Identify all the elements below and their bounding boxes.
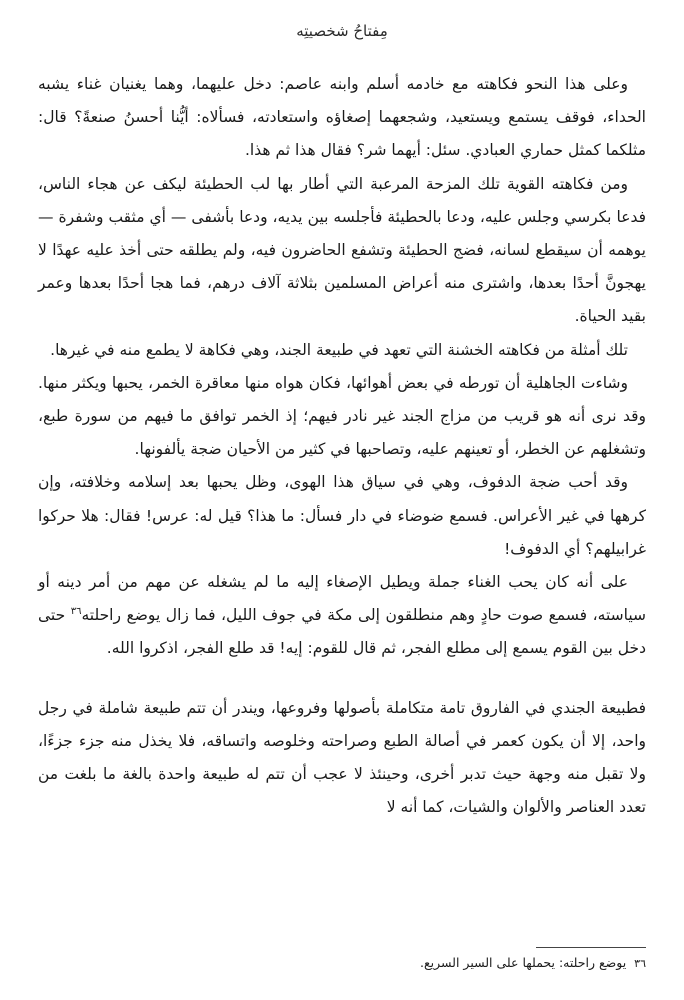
body-text bbox=[38, 68, 646, 824]
paragraph-with-footnote bbox=[38, 566, 646, 666]
footnote-reference[interactable]: ٣٦ bbox=[70, 606, 82, 618]
page-title: مِفتاحُ شخصيتِه bbox=[296, 22, 388, 40]
footnote-text: يوضع راحلته: يحملها على السير السريع. bbox=[420, 955, 627, 970]
paragraph: فطبيعة الجندي في الفاروق تامة متكاملة بأصولها وفروعها، ويندر أن تتم طبيعة شاملة في رجل واحد، إلا أن يكون كعمر في أصالة الطبع وصراحته وخلوصه واتساقه، فلا يخذل منه جزء جزءًا، ولا تقبل منه وجهة حيث تدبر أخرى، وحينئذ لا عجب أن تتم له طبيعة واحدة بالغة ما بلغت من تعدد العناصر والألوان والشيات، كما أنه لا bbox=[38, 698, 646, 817]
paragraph: وعلى هذا النحو فكاهته مع خادمه أسلم وابنه عاصم: دخل عليهما، وهما يغنيان غناء يشبه الحداء، فوقف يستمع ويستعيد، وشجعهما إصغاؤه واستعادته، فسألاه: أيُّنا أحسنُ صنعةً؟ قال: مثلكما كمثل حماري العبادي. سئل: أيهما شر؟ فقال هذا ثم هذا. bbox=[38, 75, 646, 160]
paragraph: وقد أحب ضجة الدفوف، وهي في سياق هذا الهوى، وظل يحبها بعد إسلامه وخلافته، وإن كرهها في غير الأعراس. فسمع ضوضاء في دار فسأل: ما هذا؟ قيل له: عرس! فقال: هلا حركوا غرابيلهم؟ أي الدفوف! bbox=[38, 473, 646, 558]
footnote bbox=[38, 953, 646, 974]
paragraph-text-after-ref: حتى دخل بين القوم يسمع إلى مطلع الفجر، ثم قال للقوم: إيه! قد طلع الفجر، اذكروا الله. bbox=[38, 606, 646, 658]
paragraph-text-before-ref: على أنه كان يحب الغناء جملة ويطيل الإصغاء إليه ما لم يشغله عن مهم من أمر دينه أو سياسته، فسمع صوت حادٍ وهم منطلقون إلى مكة في جوف الليل، فما زال يوضع راحلته bbox=[38, 573, 647, 625]
paragraph: ومن فكاهته القوية تلك المزحة المرعبة التي أطار بها لب الحطيئة ليكف عن هجاء الناس، فدعا بكرسي وجلس عليه، ودعا بالحطيئة فأجلسه بين يديه، ودعا بأشفى — أي مثقب وشفرة — يوهمه أن سيقطع لسانه، فضج الحطيئة وتشفع الحاضرون فيه، ولم يطلقه حتى أخذ عليه عهدًا لا يهجونَّ أحدًا بعدها، واشترى منه أعراض المسلمين بثلاثة آلاف درهم، فما هجا أحدًا بعدها وعمر بقيد الحياة. bbox=[38, 174, 646, 326]
footnote-number: ٣٦ bbox=[634, 957, 646, 970]
paragraph: تلك أمثلة من فكاهته الخشنة التي تعهد في طبيعة الجند، وهي فكاهة لا يطمع منه في غيرها. bbox=[50, 340, 628, 359]
footnote-divider bbox=[536, 947, 646, 948]
paragraph: وشاءت الجاهلية أن تورطه في بعض أهوائها، فكان هواه منها معاقرة الخمر، يحبها ويكثر منها. وقد نرى أنه هو قريب من مزاج الجند غير نادر فيهم؛ إذ الخمر توافق ما فيهم من سورة طبع، وتشغلهم عن الخطر، أو تعينهم عليه، وتصاحبها في كثير من الأحيان ضجة يألفونها. bbox=[38, 373, 646, 459]
